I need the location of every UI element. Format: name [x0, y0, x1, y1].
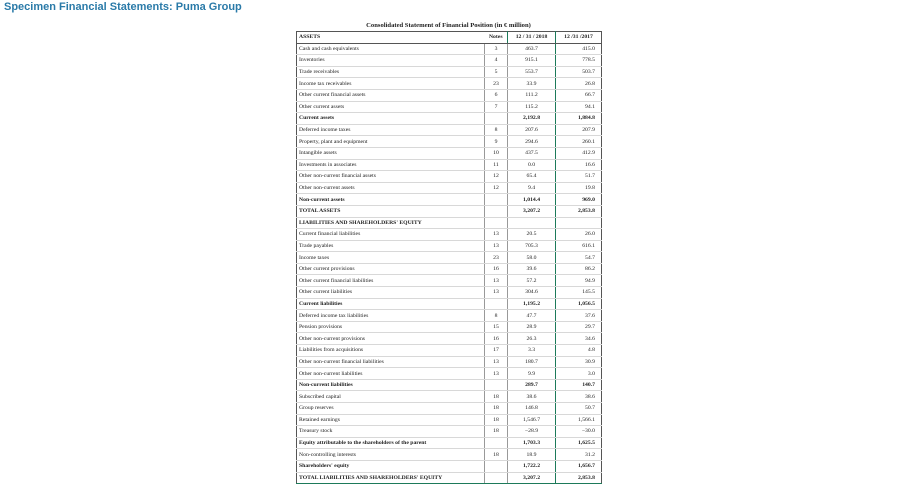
row-label: Deferred income taxes [297, 124, 485, 136]
row-label: Pension provisions [297, 321, 485, 333]
row-label: Treasury stock [297, 426, 485, 438]
row-value-2018: 65.4 [508, 171, 556, 183]
row-value-2017: 2,853.8 [556, 205, 602, 217]
row-note [485, 205, 508, 217]
financial-statement [296, 20, 601, 484]
table-row [297, 101, 602, 113]
row-note: 13 [485, 287, 508, 299]
table-row [297, 194, 602, 206]
row-note: 18 [485, 426, 508, 438]
table-row [297, 263, 602, 275]
table-row [297, 136, 602, 148]
row-value-2018: 1,195.2 [508, 298, 556, 310]
row-value-2018: 437.5 [508, 147, 556, 159]
table-row [297, 275, 602, 287]
row-note: 13 [485, 240, 508, 252]
row-value-2017: 1,625.5 [556, 437, 602, 449]
row-label: Other current assets [297, 101, 485, 113]
row-value-2018: 9.9 [508, 368, 556, 380]
row-value-2017: 140.7 [556, 379, 602, 391]
table-row [297, 113, 602, 125]
row-value-2017: 260.1 [556, 136, 602, 148]
row-value-2017: 19.8 [556, 182, 602, 194]
row-label: Liabilities from acquisitions [297, 345, 485, 357]
row-value-2018: 915.1 [508, 55, 556, 67]
column-header-2017: 12 /31 /2017 [556, 32, 602, 44]
row-value-2018: 18.9 [508, 449, 556, 461]
row-value-2017: 51.7 [556, 171, 602, 183]
row-note: 7 [485, 101, 508, 113]
table-row [297, 472, 602, 484]
row-value-2017: 30.9 [556, 356, 602, 368]
row-value-2018: 553.7 [508, 66, 556, 78]
table-row [297, 345, 602, 357]
row-value-2018: 1,703.3 [508, 437, 556, 449]
row-label: Current liabilities [297, 298, 485, 310]
column-header-assets: ASSETS [297, 32, 485, 44]
table-row [297, 356, 602, 368]
row-value-2017: 616.1 [556, 240, 602, 252]
table-row [297, 182, 602, 194]
row-label: LIABILITIES AND SHAREHOLDERS' EQUITY [297, 217, 485, 229]
row-label: TOTAL ASSETS [297, 205, 485, 217]
table-row [297, 66, 602, 78]
column-header-2018: 12 / 31 / 2018 [508, 32, 556, 44]
row-note: 23 [485, 252, 508, 264]
row-value-2017: 37.6 [556, 310, 602, 322]
table-row [297, 368, 602, 380]
row-value-2018: 3.3 [508, 345, 556, 357]
row-label: Other current financial assets [297, 89, 485, 101]
row-value-2018: 20.5 [508, 229, 556, 241]
row-label: Non-controlling interests [297, 449, 485, 461]
row-value-2017 [556, 217, 602, 229]
row-label: Intangible assets [297, 147, 485, 159]
row-note: 18 [485, 414, 508, 426]
row-label: Other non-current assets [297, 182, 485, 194]
table-row [297, 217, 602, 229]
row-value-2017: 145.5 [556, 287, 602, 299]
column-header-notes: Notes [485, 32, 508, 44]
row-label: Shareholders' equity [297, 460, 485, 472]
table-row [297, 78, 602, 90]
row-value-2018: 146.8 [508, 403, 556, 415]
row-value-2018 [508, 217, 556, 229]
row-value-2018: 115.2 [508, 101, 556, 113]
row-note: 17 [485, 345, 508, 357]
row-label: Subscribed capital [297, 391, 485, 403]
row-note: 13 [485, 275, 508, 287]
row-value-2017: 1,884.8 [556, 113, 602, 125]
row-label: Current financial liabilities [297, 229, 485, 241]
row-value-2017: 50.7 [556, 403, 602, 415]
row-note [485, 437, 508, 449]
row-label: Current assets [297, 113, 485, 125]
row-value-2018: 0.0 [508, 159, 556, 171]
row-value-2017: 778.5 [556, 55, 602, 67]
row-label: Other non-current liabilities [297, 368, 485, 380]
table-row [297, 229, 602, 241]
row-value-2018: −28.9 [508, 426, 556, 438]
row-label: Trade receivables [297, 66, 485, 78]
row-label: Retained earnings [297, 414, 485, 426]
row-value-2018: 47.7 [508, 310, 556, 322]
row-value-2018: 1,546.7 [508, 414, 556, 426]
row-value-2017: 4.8 [556, 345, 602, 357]
table-row [297, 391, 602, 403]
row-value-2018: 3,207.2 [508, 472, 556, 484]
row-value-2018: 28.9 [508, 321, 556, 333]
row-note [485, 113, 508, 125]
row-note: 8 [485, 310, 508, 322]
table-row [297, 310, 602, 322]
row-note [485, 460, 508, 472]
row-value-2017: 38.6 [556, 391, 602, 403]
row-label: Inventories [297, 55, 485, 67]
row-label: Other current provisions [297, 263, 485, 275]
row-label: Cash and cash equivalents [297, 43, 485, 55]
table-row [297, 240, 602, 252]
row-note: 18 [485, 449, 508, 461]
row-note: 15 [485, 321, 508, 333]
row-label: Trade payables [297, 240, 485, 252]
row-value-2017: 3.0 [556, 368, 602, 380]
table-row [297, 43, 602, 55]
row-value-2018: 289.7 [508, 379, 556, 391]
row-value-2017: 969.0 [556, 194, 602, 206]
row-label: Deferred income tax liabilities [297, 310, 485, 322]
table-row [297, 124, 602, 136]
row-label: Property, plant and equipment [297, 136, 485, 148]
table-row [297, 426, 602, 438]
row-value-2018: 111.2 [508, 89, 556, 101]
row-value-2017: 34.6 [556, 333, 602, 345]
row-note: 6 [485, 89, 508, 101]
row-value-2018: 9.4 [508, 182, 556, 194]
row-value-2017: 1,656.7 [556, 460, 602, 472]
row-label: Other non-current provisions [297, 333, 485, 345]
row-value-2017: 415.0 [556, 43, 602, 55]
row-note: 12 [485, 182, 508, 194]
table-body [297, 43, 602, 484]
table-row [297, 89, 602, 101]
row-value-2017: 207.9 [556, 124, 602, 136]
row-value-2017: 31.2 [556, 449, 602, 461]
row-note: 16 [485, 263, 508, 275]
table-row [297, 298, 602, 310]
row-value-2017: 503.7 [556, 66, 602, 78]
row-value-2017: 1,566.1 [556, 414, 602, 426]
row-label: Other non-current financial assets [297, 171, 485, 183]
table-row [297, 321, 602, 333]
row-note: 10 [485, 147, 508, 159]
row-note: 23 [485, 78, 508, 90]
row-label: Income tax receivables [297, 78, 485, 90]
row-note: 3 [485, 43, 508, 55]
table-row [297, 460, 602, 472]
row-value-2018: 39.6 [508, 263, 556, 275]
table-row [297, 449, 602, 461]
row-value-2018: 58.0 [508, 252, 556, 264]
row-value-2017: 66.7 [556, 89, 602, 101]
row-label: Non-current liabilities [297, 379, 485, 391]
row-value-2018: 180.7 [508, 356, 556, 368]
row-value-2017: 86.2 [556, 263, 602, 275]
row-note: 12 [485, 171, 508, 183]
table-row [297, 205, 602, 217]
row-label: Income taxes [297, 252, 485, 264]
table-row [297, 379, 602, 391]
row-note [485, 194, 508, 206]
row-value-2017: 26.0 [556, 229, 602, 241]
row-value-2018: 705.3 [508, 240, 556, 252]
row-value-2018: 1,014.4 [508, 194, 556, 206]
row-value-2017: 94.1 [556, 101, 602, 113]
table-row [297, 414, 602, 426]
row-label: Other current liabilities [297, 287, 485, 299]
table-row [297, 55, 602, 67]
row-value-2018: 38.6 [508, 391, 556, 403]
table-row [297, 333, 602, 345]
page-header: Specimen Financial Statements: Puma Group [4, 1, 242, 13]
table-row [297, 252, 602, 264]
row-note: 13 [485, 356, 508, 368]
row-value-2018: 33.9 [508, 78, 556, 90]
table-row [297, 287, 602, 299]
row-note: 9 [485, 136, 508, 148]
row-value-2017: 1,056.5 [556, 298, 602, 310]
row-note: 13 [485, 229, 508, 241]
row-note: 18 [485, 391, 508, 403]
row-value-2017: −30.0 [556, 426, 602, 438]
row-value-2017: 26.8 [556, 78, 602, 90]
row-note [485, 379, 508, 391]
row-note: 16 [485, 333, 508, 345]
row-note: 5 [485, 66, 508, 78]
table-row [297, 437, 602, 449]
row-value-2017: 16.6 [556, 159, 602, 171]
row-label: Other current financial liabilities [297, 275, 485, 287]
row-value-2018: 3,207.2 [508, 205, 556, 217]
balance-sheet-table [296, 31, 602, 484]
row-note [485, 298, 508, 310]
table-row [297, 147, 602, 159]
table-row [297, 159, 602, 171]
row-value-2018: 207.6 [508, 124, 556, 136]
table-row [297, 171, 602, 183]
table-header-row [297, 32, 602, 44]
row-value-2017: 412.9 [556, 147, 602, 159]
row-value-2017: 29.7 [556, 321, 602, 333]
row-note: 11 [485, 159, 508, 171]
row-label: Non-current assets [297, 194, 485, 206]
row-note: 18 [485, 403, 508, 415]
row-label: TOTAL LIABILITIES AND SHAREHOLDERS' EQUITY [297, 472, 485, 484]
row-value-2018: 57.2 [508, 275, 556, 287]
row-note: 4 [485, 55, 508, 67]
row-label: Group reserves [297, 403, 485, 415]
row-note [485, 217, 508, 229]
row-value-2018: 304.6 [508, 287, 556, 299]
row-value-2018: 1,722.2 [508, 460, 556, 472]
row-value-2018: 26.3 [508, 333, 556, 345]
row-label: Investments in associates [297, 159, 485, 171]
row-note: 13 [485, 368, 508, 380]
row-value-2017: 2,853.8 [556, 472, 602, 484]
row-value-2018: 2,192.8 [508, 113, 556, 125]
row-value-2018: 463.7 [508, 43, 556, 55]
row-note: 8 [485, 124, 508, 136]
row-note [485, 472, 508, 484]
row-value-2017: 54.7 [556, 252, 602, 264]
row-label: Other non-current financial liabilities [297, 356, 485, 368]
statement-title: Consolidated Statement of Financial Position (in € million) [366, 22, 531, 29]
row-label: Equity attributable to the shareholders of the parent [297, 437, 485, 449]
row-value-2017: 94.9 [556, 275, 602, 287]
row-value-2018: 294.6 [508, 136, 556, 148]
table-row [297, 403, 602, 415]
